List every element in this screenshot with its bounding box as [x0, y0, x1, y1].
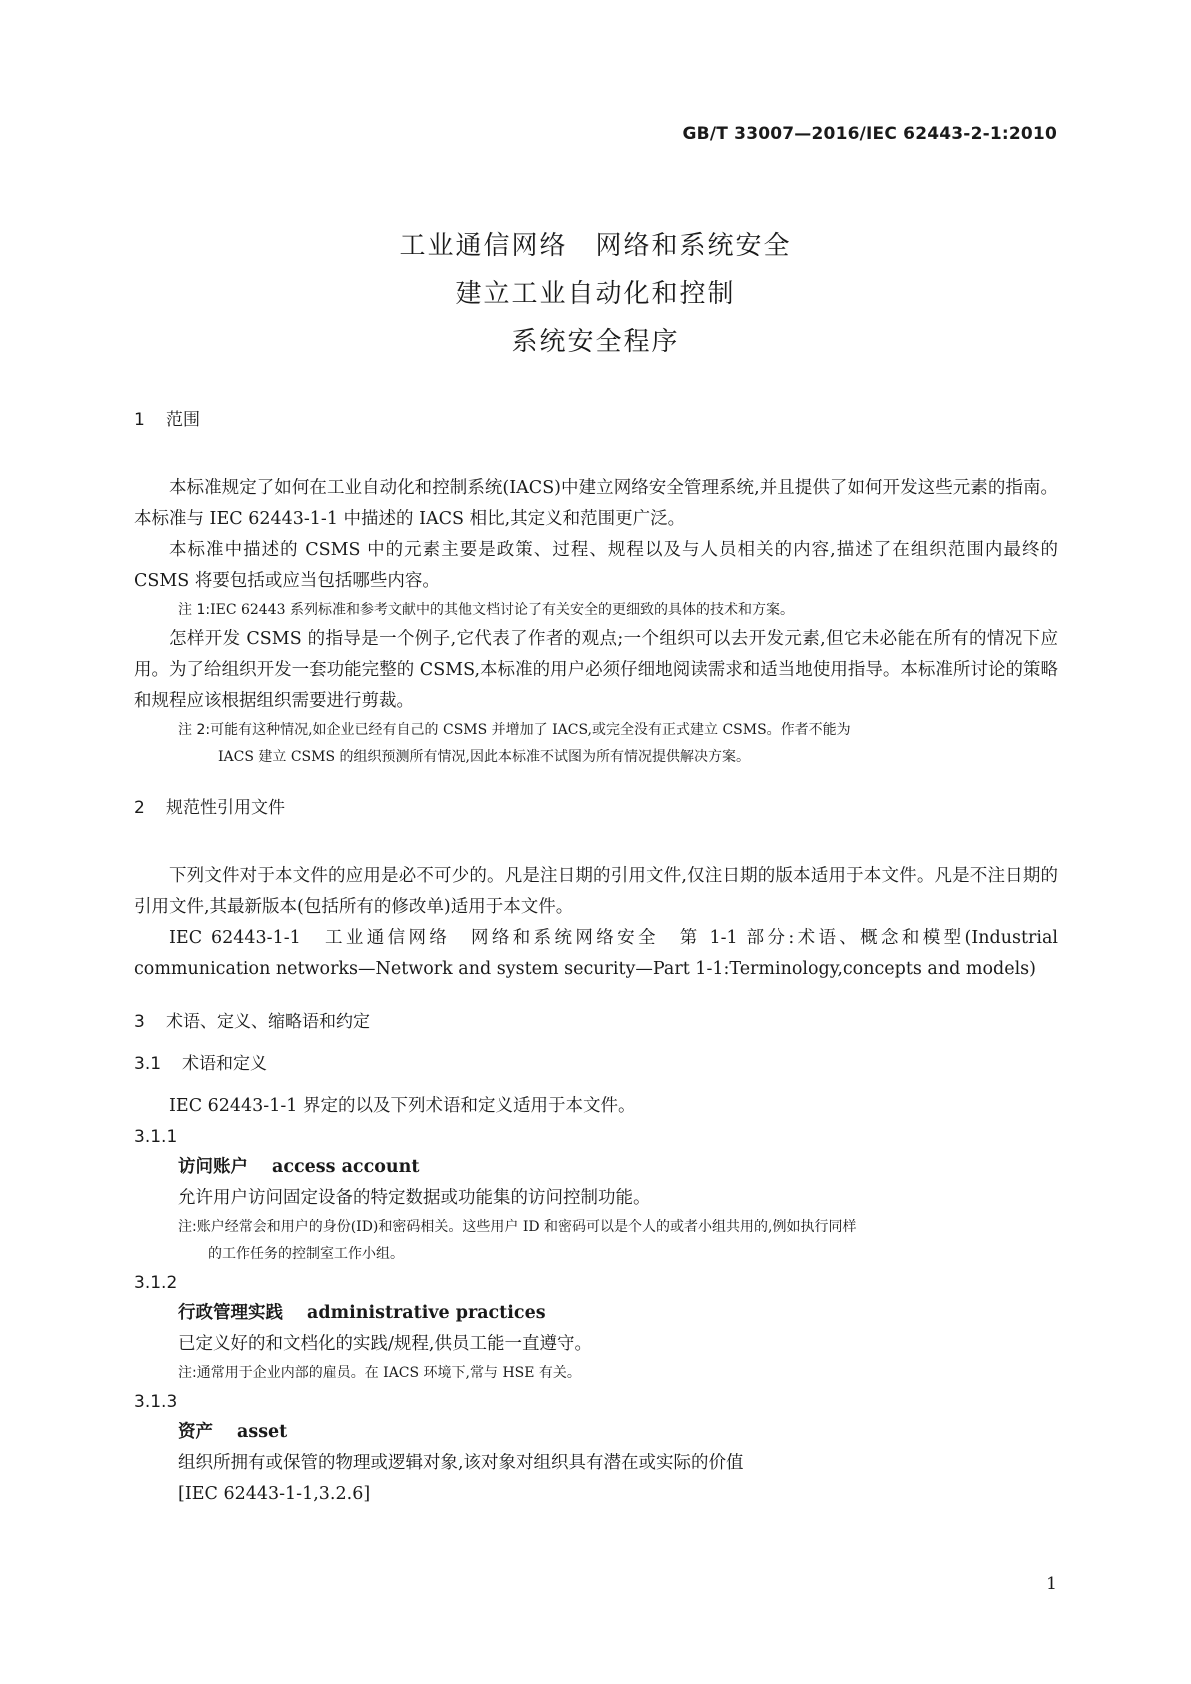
title-line-1: 工业通信网络 网络和系统安全 — [399, 231, 792, 261]
term-asset — [134, 1417, 1058, 1448]
term-note — [134, 1360, 1058, 1387]
term-en: access account — [272, 1157, 420, 1177]
note-text-line-1: 账户经常会和用户的身份(ID)和密码相关。这些用户 ID 和密码可以是个人的或者小组共用的,例如执行同样 — [196, 1219, 857, 1235]
normative-paragraph-1: 下列文件对于本文件的应用是必不可少的。凡是注日期的引用文件,仅注日期的版本适用于本文件。凡是不注日期的引用文件,其最新版本(包括所有的修改单)适用于本文件。 — [134, 866, 1058, 917]
term-zh: 资产 — [178, 1422, 213, 1442]
scope-note-2 — [134, 717, 1058, 771]
section-number: 2 — [134, 798, 145, 818]
term-zh: 行政管理实践 — [178, 1303, 283, 1323]
section-3-1-heading — [134, 1049, 1058, 1079]
term-definition: 组织所拥有或保管的物理或逻辑对象,该对象对组织具有潜在或实际的价值 — [178, 1453, 744, 1473]
note-text-line-2: 的工作任务的控制室工作小组。 — [208, 1246, 404, 1262]
note-text: IEC 62443 系列标准和参考文献中的其他文档讨论了有关安全的更细致的具体的技术和方案。 — [210, 602, 794, 618]
section-2-heading — [134, 793, 1058, 823]
term-access-account — [134, 1152, 1058, 1183]
section-title: 术语、定义、缩略语和约定 — [166, 1012, 370, 1032]
scope-paragraph-1: 本标准规定了如何在工业自动化和控制系统(IACS)中建立网络安全管理系统,并且提供了如何开发这些元素的指南。本标准与 IEC 62443-1-1 中描述的 IACS 相比,其定义和范围更广泛。 — [134, 478, 1058, 529]
note-label: 注 2: — [178, 722, 211, 738]
term-zh: 访问账户 — [178, 1157, 248, 1177]
term-number: 3.1.3 — [134, 1392, 178, 1412]
term-number: 3.1.1 — [134, 1127, 178, 1147]
scope-paragraph-2: 本标准中描述的 CSMS 中的元素主要是政策、过程、规程以及与人员相关的内容,描述了在组织范围内最终的 CSMS 将要包括或应当包括哪些内容。 — [134, 540, 1058, 591]
section-3-heading — [134, 1007, 1058, 1037]
terms-intro: IEC 62443-1-1 界定的以及下列术语和定义适用于本文件。 — [169, 1096, 636, 1116]
term-source-reference: [IEC 62443-1-1,3.2.6] — [178, 1484, 371, 1504]
term-note — [134, 1214, 1058, 1268]
term-en: asset — [237, 1422, 288, 1442]
term-administrative-practices — [134, 1298, 1058, 1329]
note-text-line-1: 可能有这种情况,如企业已经有自己的 CSMS 并增加了 IACS,或完全没有正式建立 CSMS。作者不能为 — [210, 722, 851, 738]
document-body — [134, 405, 1058, 1510]
scope-note-1 — [134, 597, 1058, 624]
note-label: 注: — [178, 1365, 197, 1381]
note-text-line-1: 通常用于企业内部的雇员。在 IACS 环境下,常与 HSE 有关。 — [196, 1365, 581, 1381]
normative-reference: IEC 62443-1-1 工业通信网络 网络和系统网络安全 第 1-1 部分:术语、概念和模型(Industrial communication networks—Network and system security—Part 1-1:Terminology,concepts and models) — [134, 928, 1058, 979]
section-title: 术语和定义 — [182, 1054, 267, 1074]
term-en: administrative practices — [307, 1303, 546, 1323]
note-label: 注 1: — [178, 602, 211, 618]
section-number: 3.1 — [134, 1054, 162, 1074]
scope-paragraph-3: 怎样开发 CSMS 的指导是一个例子,它代表了作者的观点;一个组织可以去开发元素,但它未必能在所有的情况下应用。为了给组织开发一套功能完整的 CSMS,本标准的用户必须仔细地阅读需求和适当地使用指导。本标准所讨论的策略和规程应该根据组织需要进行剪裁。 — [134, 629, 1058, 711]
term-definition: 已定义好的和文档化的实践/规程,供员工能一直遵守。 — [178, 1334, 592, 1354]
section-title: 范围 — [166, 410, 200, 430]
section-title: 规范性引用文件 — [166, 798, 285, 818]
section-1-heading — [134, 405, 1058, 435]
standard-number-header: GB/T 33007—2016/IEC 62443-2-1:2010 — [682, 124, 1057, 144]
term-definition: 允许用户访问固定设备的特定数据或功能集的访问控制功能。 — [178, 1188, 651, 1208]
title-line-2: 建立工业自动化和控制 — [455, 279, 736, 309]
page-number: 1 — [1046, 1574, 1057, 1594]
title-line-3: 系统安全程序 — [511, 327, 680, 357]
section-number: 3 — [134, 1012, 145, 1032]
note-label: 注: — [178, 1219, 197, 1235]
section-number: 1 — [134, 410, 145, 430]
term-number: 3.1.2 — [134, 1273, 178, 1293]
note-text-line-2: IACS 建立 CSMS 的组织预测所有情况,因此本标准不试图为所有情况提供解决方案。 — [218, 749, 750, 765]
document-title — [0, 222, 1191, 366]
